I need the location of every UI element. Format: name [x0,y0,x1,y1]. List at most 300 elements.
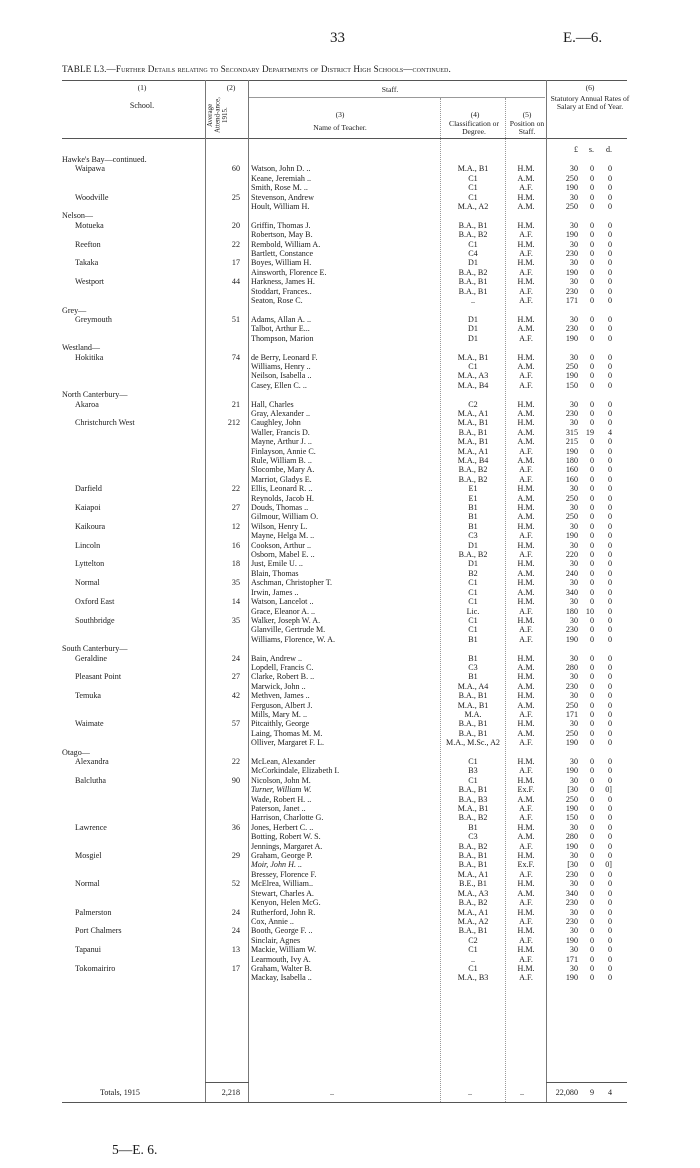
table-row [0,268,700,277]
salary-pounds: [30 [567,860,578,870]
salary-pence: 0 [607,333,612,343]
salary-shillings: 0 [589,277,594,287]
salary-pence: 0 [607,540,612,550]
salary-shillings: 0 [589,935,594,945]
average-attendance: 17 [231,963,240,973]
classification: B1 [468,634,478,644]
table-row [0,494,700,503]
classification: M.A., B1 [457,804,489,814]
salary-shillings: 0 [589,615,594,625]
salary-shillings: 0 [589,465,594,475]
position: H.M. [517,907,535,917]
salary-pence: 0 [607,314,612,324]
table-row [0,249,700,258]
district-name: Otago— [62,747,90,757]
salary-pounds: 250 [565,700,578,710]
table-row [0,635,700,644]
average-attendance: 57 [231,719,240,729]
classification: C1 [468,361,478,371]
staff-label: Staff. [381,85,399,94]
classification: D1 [468,540,478,550]
position: A.M. [517,832,535,842]
school-name: Woodville [75,192,109,202]
teacher-name: Watson, Lancelot .. [251,597,314,607]
classification: Lic. [466,606,480,616]
position: H.M. [517,822,535,832]
position: H.M. [517,503,535,513]
classification: B.A., B1 [458,860,488,870]
salary-pence: 0 [607,418,612,428]
salary-pence: 0 [607,625,612,635]
salary-pounds: 30 [569,907,578,917]
salary-pounds: 30 [569,691,578,701]
classification: B.A., B1 [458,926,488,936]
pounds-header: £ [574,145,578,154]
teacher-name: Robertson, May B. [251,230,313,240]
salary-pounds: 340 [565,888,578,898]
salary-pounds: 190 [565,446,578,456]
position: A.M. [517,456,535,465]
classification: M.A., B1 [457,437,489,447]
school-name: Lawrence [75,822,107,832]
salary-shillings: 0 [589,267,594,277]
salary-pence: 0 [607,662,612,672]
teacher-name: Douds, Thomas .. [251,503,309,513]
salary-pence: 0 [607,672,612,682]
table-row [0,917,700,926]
salary-pounds: 30 [569,775,578,785]
teacher-name: Thompson, Marion [251,333,314,343]
salary-pounds: 190 [565,267,578,277]
position: A.F. [519,465,533,475]
classification: B1 [468,512,478,522]
salary-pence: 0 [607,681,612,691]
classification: M.A., M.Sc., A2 [446,738,500,748]
totals-class-dots: .. [468,1088,473,1097]
salary-pounds: 190 [565,738,578,748]
classification: M.A., A2 [457,202,489,212]
average-attendance: 13 [231,945,240,955]
salary-pence: 0 [607,963,612,973]
salary-pence: 0 [607,380,612,390]
salary-pence: 0 [607,559,612,569]
position: A.M. [517,700,535,710]
table-row [0,334,700,343]
district-name: Nelson— [62,211,94,221]
position: H.M. [517,418,535,428]
teacher-name: Blain, Thomas [251,568,299,578]
salary-pounds: 315 [565,427,578,437]
table-row [0,193,700,202]
position: A.F. [519,738,533,748]
position: A.M. [517,794,535,804]
salary-shillings: 0 [589,164,594,174]
position: A.F. [519,869,533,879]
salary-pounds: 30 [569,879,578,889]
average-attendance: 25 [231,192,240,202]
classification: B.A., B1 [458,851,488,861]
col4-number: (4) [470,110,480,119]
school-name: Westport [75,277,105,287]
position: H.M. [517,775,535,785]
col6-label: Statutory Annual Rates of Salary at End of Year. [550,94,630,112]
classification: M.A., B4 [457,456,489,465]
salary-shillings: 0 [589,503,594,513]
salary-pence: 0 [607,775,612,785]
salary-pence: 0 [607,935,612,945]
position: H.M. [517,277,535,287]
classification: C4 [468,249,478,259]
salary-pounds: 30 [569,314,578,324]
classification: C1 [468,183,478,193]
salary-pence: 0 [607,578,612,588]
salary-pence: 0 [607,521,612,531]
teacher-name: Harrison, Charlotte G. [251,813,324,823]
salary-pence: 0 [607,503,612,513]
salary-pence: 0 [607,258,612,268]
teacher-name: Aschman, Christopher T. [251,578,333,588]
position: A.M. [517,202,535,212]
salary-pounds: 30 [569,578,578,588]
classification: B1 [468,822,478,832]
table-row [0,371,700,380]
salary-pence: 0 [607,286,612,296]
salary-pounds: 30 [569,540,578,550]
table-row [0,465,700,474]
position: A.M. [517,173,535,183]
salary-shillings: 0 [589,399,594,409]
salary-shillings: 0 [589,333,594,343]
position: H.M. [517,879,535,889]
table-row [0,889,700,898]
teacher-name: McLean, Alexander [251,757,316,766]
salary-pence: 0 [607,615,612,625]
classification: B.A., B1 [458,427,488,437]
salary-pounds: 230 [565,324,578,334]
salary-pounds: 171 [565,709,578,719]
salary-pence: 0 [607,597,612,607]
average-attendance: 44 [231,277,240,287]
salary-pence: 0 [607,945,612,955]
classification: C2 [468,935,478,945]
salary-pounds: 190 [565,804,578,814]
position: A.F. [519,606,533,616]
classification: M.A., B1 [457,164,489,174]
school-name: Christchurch West [75,418,135,428]
table-title-prefix: TABLE L3.— [62,64,116,74]
salary-shillings: 0 [589,945,594,955]
table-row [0,428,700,437]
classification: D1 [468,324,478,334]
pence-header: d. [606,145,612,154]
salary-shillings: 0 [589,239,594,249]
position: H.M. [517,164,535,174]
school-name: Motueka [75,220,104,230]
col5-label: Position on Staff. [509,119,545,137]
teacher-name: Mackay, Isabella .. [251,973,312,983]
salary-pence: 0 [607,465,612,475]
salary-shillings: 0 [589,484,594,494]
position: Ex.F. [517,785,535,795]
average-attendance: 12 [231,521,240,531]
position: A.F. [519,183,533,193]
position: A.F. [519,296,533,306]
salary-pence: 0 [607,794,612,804]
salary-pounds: 230 [565,249,578,259]
school-name: Balclutha [75,775,107,785]
salary-pounds: 190 [565,766,578,776]
salary-pence: 0 [607,183,612,193]
salary-shillings: 0 [589,775,594,785]
school-name: Kaiapoi [75,503,101,513]
table-row [0,945,700,954]
salary-shillings: 0 [589,249,594,259]
average-attendance: 52 [231,879,240,889]
position: A.F. [519,230,533,240]
salary-pence: 0 [607,456,612,465]
salary-pounds: 30 [569,945,578,955]
teacher-name: Finlayson, Annie C. [251,446,316,456]
col5-number: (5) [522,110,532,119]
salary-pence: 0 [607,352,612,362]
position: A.F. [519,371,533,381]
salary-pence: 0 [607,173,612,183]
teacher-name: Stewart, Charles A. [251,888,314,898]
classification: C1 [468,757,478,766]
salary-pence: 0 [607,879,612,889]
salary-pence: 0 [607,691,612,701]
classification: B.A., B2 [458,474,488,484]
classification: C1 [468,625,478,635]
table-row [0,616,700,625]
classification: B1 [468,503,478,513]
average-attendance: 36 [231,822,240,832]
table-row [0,597,700,606]
salary-pounds: 30 [569,822,578,832]
teacher-name: Keane, Jeremiah .. [251,173,311,183]
salary-pounds: 250 [565,202,578,212]
salary-pounds: 30 [569,597,578,607]
teacher-name: Neilson, Isabella .. [251,371,312,381]
teacher-name: Pitcaithly, George [251,719,310,729]
salary-pence: 0 [607,531,612,541]
table-row [0,578,700,587]
position: H.M. [517,220,535,230]
salary-pence: 0 [607,973,612,983]
salary-pence: 0 [607,719,612,729]
district-row [0,390,700,399]
district-row [0,748,700,757]
teacher-name: Bain, Andrew .. [251,653,303,663]
salary-pence: 0 [607,832,612,842]
salary-shillings: 0 [589,314,594,324]
col3-label: Name of Teacher. [313,123,367,132]
average-attendance: 27 [231,503,240,513]
position: A.F. [519,813,533,823]
table-row [0,277,700,286]
teacher-name: Gilmour, William O. [251,512,319,522]
position: A.M. [517,681,535,691]
salary-pence: 0 [607,408,612,418]
salary-pence: 0 [607,568,612,578]
average-attendance: 42 [231,691,240,701]
position: A.F. [519,531,533,541]
salary-pence: 0 [607,606,612,616]
salary-shillings: 0 [589,371,594,381]
school-name: Port Chalmers [75,926,122,936]
classification: C1 [468,578,478,588]
classification: B.A., B1 [458,785,488,795]
position: A.M. [517,568,535,578]
table-row [0,503,700,512]
salary-pence: 0 [607,738,612,748]
teacher-name: Turner, William W. [251,785,312,795]
salary-pounds: 190 [565,973,578,983]
table-row [0,682,700,691]
teacher-name: Rule, William B. .. [251,456,312,465]
teacher-name: Gray, Alexander .. [251,408,311,418]
salary-pence: 0 [607,757,612,766]
teacher-name: Adams, Allan A. .. [251,314,312,324]
teacher-name: Irwin, James .. [251,587,299,597]
salary-pounds: 190 [565,371,578,381]
header-bottom-rule [62,138,627,139]
salary-pounds: 30 [569,926,578,936]
totals-pounds: 22,080 [555,1088,578,1097]
salary-shillings: 0 [589,653,594,663]
teacher-name: Walker, Joseph W. A. [251,615,321,625]
average-attendance: 212 [227,418,240,428]
classification: C1 [468,192,478,202]
position: A.F. [519,380,533,390]
salary-shillings: 0 [589,804,594,814]
salary-pence: 0 [607,220,612,230]
district-name: South Canterbury— [62,644,128,654]
salary-pounds: 250 [565,794,578,804]
table-row [0,531,700,540]
salary-pounds: 230 [565,916,578,926]
average-attendance: 16 [231,540,240,550]
teacher-name: Williams, Florence, W. A. [251,634,335,644]
teacher-name: Rembold, William A. [251,239,321,249]
teacher-name: Grace, Eleanor A. .. [251,606,316,616]
salary-pounds: 240 [565,568,578,578]
totals-shillings: 9 [589,1088,594,1097]
table-row [0,766,700,775]
table-row [0,315,700,324]
position: H.M. [517,672,535,682]
school-name: Pleasant Point [75,672,122,682]
salary-pounds: 230 [565,286,578,296]
classification: C1 [468,173,478,183]
table-row [0,625,700,634]
table-row [0,860,700,869]
salary-shillings: 0 [589,888,594,898]
salary-pounds: 215 [565,437,578,447]
salary-pounds: 230 [565,869,578,879]
salary-pounds: 250 [565,361,578,371]
school-name: Greymouth [75,314,112,324]
salary-shillings: 0 [589,296,594,306]
salary-pounds: 190 [565,531,578,541]
classification: B.A., B2 [458,465,488,475]
position: A.M. [517,324,535,334]
table-row [0,559,700,568]
position: A.F. [519,804,533,814]
table-row [0,823,700,832]
table-row [0,409,700,418]
salary-shillings: 0 [589,202,594,212]
salary-pounds: 30 [569,192,578,202]
teacher-name: Mayne, Helga M. .. [251,531,315,541]
classification: B.E., B1 [459,879,487,889]
school-name: Hokitika [75,352,104,362]
salary-shillings: 0 [589,380,594,390]
totals-rule [205,1082,249,1083]
classification: D1 [468,258,478,268]
position: A.F. [519,898,533,908]
position: H.M. [517,597,535,607]
salary-pounds: 160 [565,474,578,484]
salary-pounds: 220 [565,550,578,560]
salary-shillings: 0 [589,757,594,766]
table-row [0,776,700,785]
teacher-name: Cox, Annie .. [251,916,294,926]
salary-pounds: 30 [569,963,578,973]
salary-pounds: 190 [565,935,578,945]
salary-pounds: 30 [569,164,578,174]
salary-pence: 0 [607,249,612,259]
average-attendance: 35 [231,578,240,588]
shillings-header: s. [588,145,594,154]
salary-pounds: 340 [565,587,578,597]
average-attendance: 24 [231,926,240,936]
classification: C1 [468,775,478,785]
table-row [0,324,700,333]
salary-pounds: 250 [565,512,578,522]
salary-pence: 0 [607,324,612,334]
classification: C3 [468,531,478,541]
school-name: Kaikoura [75,521,106,531]
classification: B2 [468,568,478,578]
table-row [0,522,700,531]
totals-position-dots: .. [520,1088,525,1097]
salary-shillings: 0 [589,568,594,578]
table-row [0,362,700,371]
district-name: Westland— [62,343,101,353]
salary-pounds: [30 [567,785,578,795]
salary-shillings: 0 [589,954,594,964]
salary-shillings: 0 [589,446,594,456]
totals-name-dots: .. [330,1088,335,1097]
salary-pounds: 190 [565,841,578,851]
salary-shillings: 0 [589,559,594,569]
teacher-name: Moir, John H. .. [251,860,303,870]
teacher-name: Slocombe, Mary A. [251,465,315,475]
salary-pounds: 230 [565,681,578,691]
salary-pence: 0 [607,804,612,814]
average-attendance: 27 [231,672,240,682]
classification: D1 [468,559,478,569]
classification: B.A., B2 [458,230,488,240]
table-row [0,381,700,390]
position: A.M. [517,662,535,672]
salary-shillings: 0 [589,587,594,597]
salary-shillings: 0 [589,183,594,193]
teacher-name: Clarke, Robert B. .. [251,672,315,682]
average-attendance: 51 [231,314,240,324]
salary-pounds: 230 [565,898,578,908]
